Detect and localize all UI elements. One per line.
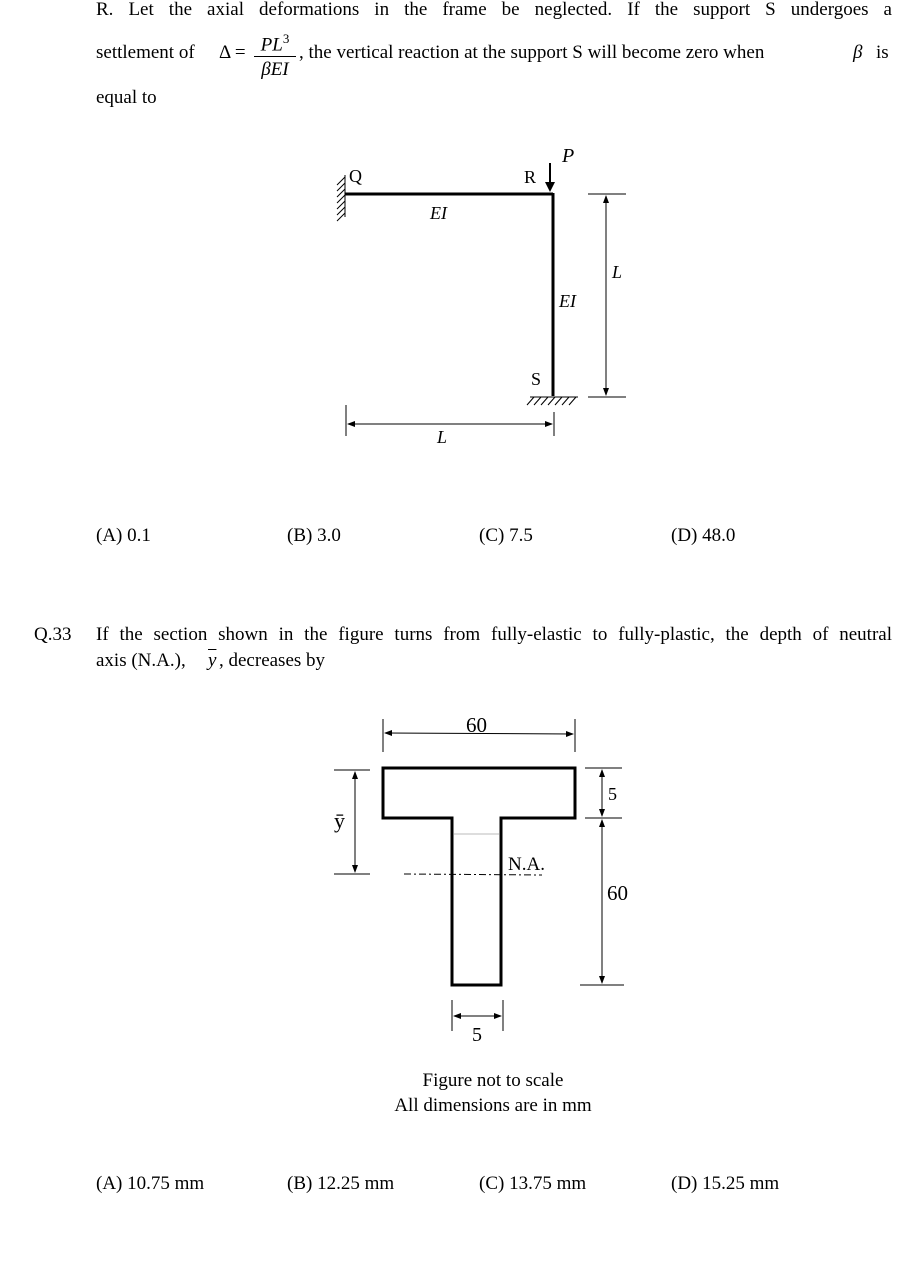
na-label: N.A. <box>508 854 545 875</box>
ybar-symbol: $\overline{y}$ <box>208 650 217 671</box>
ybar-label: ȳ <box>334 808 345 833</box>
note-not-to-scale: Figure not to scale <box>422 1070 564 1091</box>
node-label-q: Q <box>349 166 362 186</box>
q33-option-b[interactable]: (B) 12.25 mm <box>287 1173 395 1194</box>
frame-figure <box>0 0 912 470</box>
flange-thickness-label: 5 <box>608 784 617 804</box>
node-label-r: R <box>524 167 537 187</box>
depth-dimensions <box>580 768 624 985</box>
fraction-numerator: PL <box>260 34 283 56</box>
q33-text-line2-start: axis (N.A.), <box>96 650 186 671</box>
q33-option-c[interactable]: (C) 13.75 mm <box>479 1173 587 1194</box>
load-label-p: P <box>562 145 575 167</box>
q33-text-line2-end: , decreases by <box>219 650 326 671</box>
height-label: L <box>612 262 623 282</box>
q32-option-a[interactable]: (A) 0.1 <box>96 525 151 546</box>
q32-option-b[interactable]: (B) 3.0 <box>287 525 341 546</box>
delta-symbol: Δ = <box>219 42 246 63</box>
fixed-support-q <box>337 175 345 221</box>
fraction-exponent: 3 <box>282 31 290 46</box>
q33-option-d[interactable]: (D) 15.25 mm <box>671 1173 780 1194</box>
q32-option-d[interactable]: (D) 48.0 <box>671 525 736 546</box>
support-s <box>527 397 578 405</box>
q32-text-line3: equal to <box>96 87 157 108</box>
q32-text-line2-end: is <box>876 42 889 63</box>
q33-text-line1: If the section shown in the figure turns from fully-elastic to fully-plastic, the depth of neutral <box>96 624 892 645</box>
q32-option-c[interactable]: (C) 7.5 <box>479 525 533 546</box>
web-depth-label: 60 <box>607 881 628 905</box>
figure-notes <box>313 1068 673 1118</box>
q32-text-line1: R. Let the axial deformations in the frame be neglected. If the support S undergoes a <box>96 0 892 20</box>
t-section-figure <box>0 700 912 1050</box>
q32-text-line2-mid: , the vertical reaction at the support S will become zero when <box>299 42 765 63</box>
width-label: L <box>437 427 448 447</box>
beam-ei-label: EI <box>430 203 447 223</box>
fraction-denominator: βEI <box>261 59 289 80</box>
beta-symbol: β <box>853 42 863 63</box>
load-arrow-p <box>545 163 555 192</box>
column-ei-label: EI <box>559 291 576 311</box>
q33-number: Q.33 <box>34 624 72 645</box>
width-dimension <box>346 405 554 436</box>
node-label-s: S <box>531 369 542 389</box>
height-dimension <box>588 194 626 397</box>
note-units: All dimensions are in mm <box>394 1095 592 1116</box>
q32-text-line2-start: settlement of <box>96 42 195 63</box>
flange-width-label: 60 <box>466 713 487 737</box>
q33-option-a[interactable]: (A) 10.75 mm <box>96 1173 205 1194</box>
t-section-outline <box>383 768 575 985</box>
web-thickness-label: 5 <box>472 1024 482 1046</box>
